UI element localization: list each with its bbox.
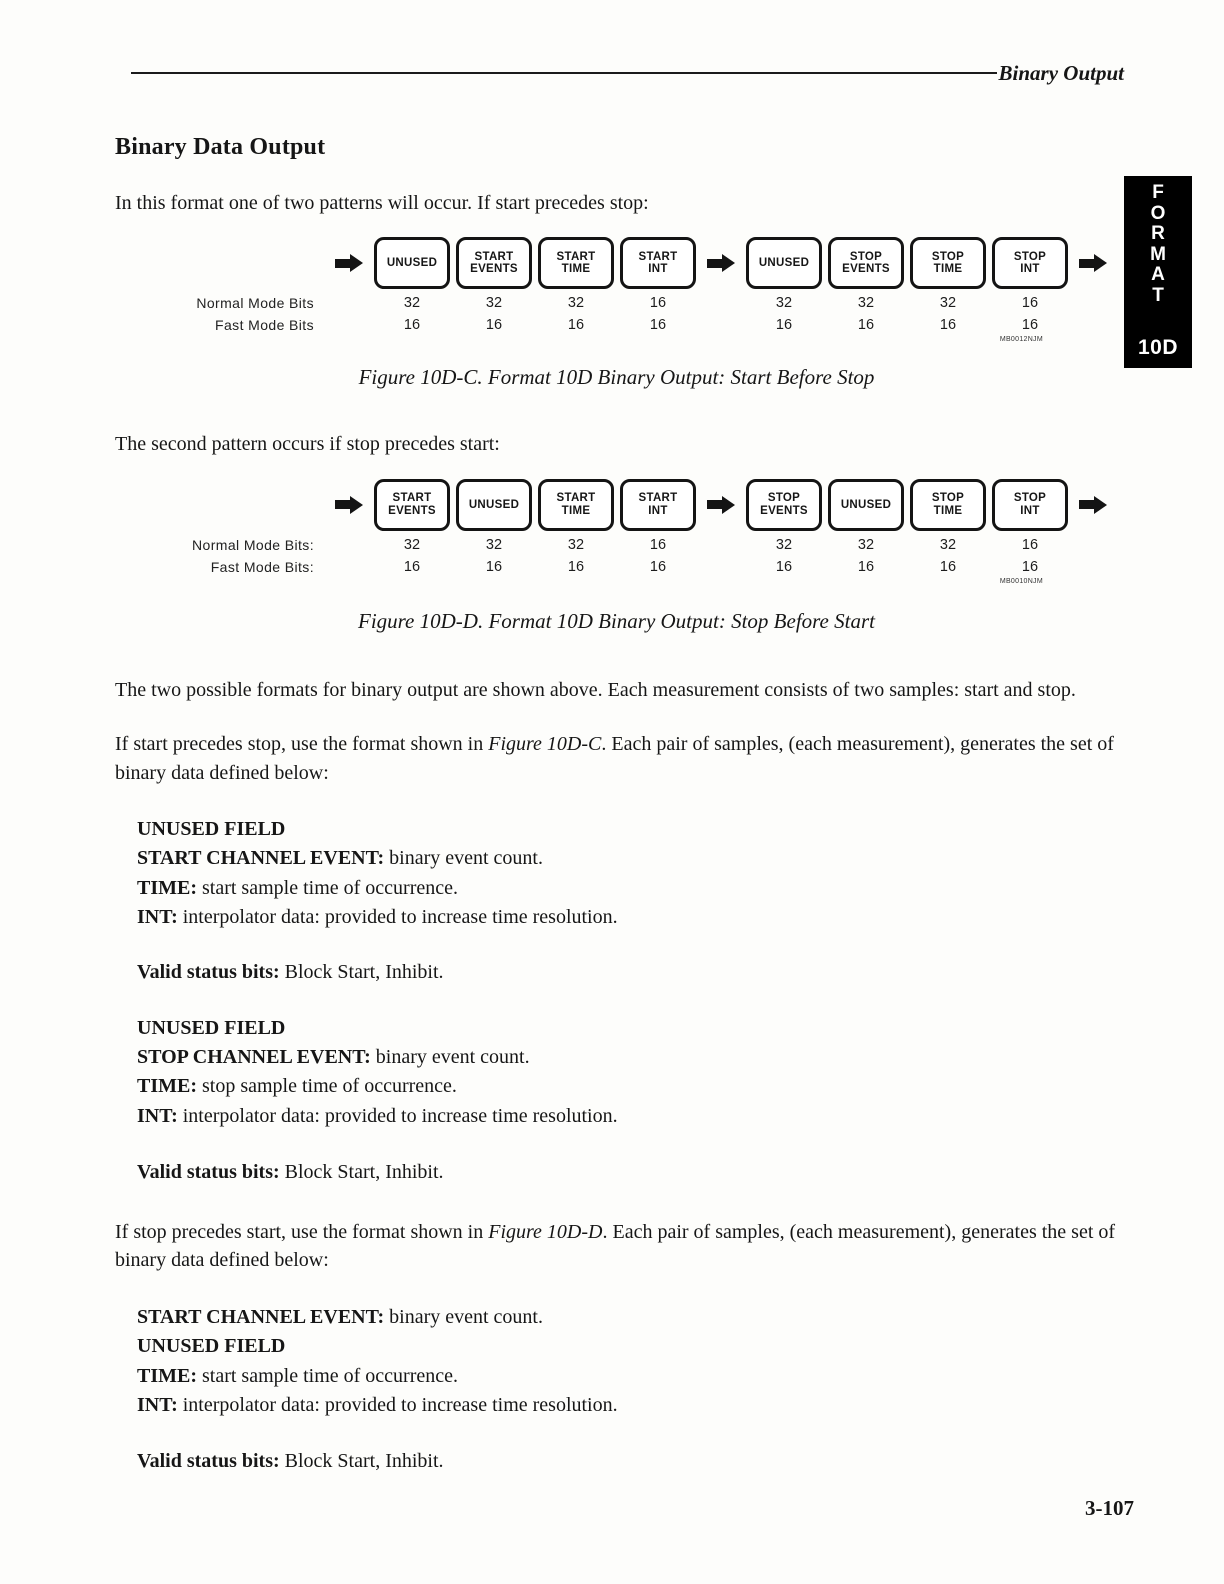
box-label: EVENTS bbox=[760, 504, 808, 517]
box-label: STOP bbox=[931, 250, 965, 263]
spacer bbox=[1071, 295, 1115, 305]
tab-letter: F bbox=[1152, 182, 1164, 203]
bits-value: 32 bbox=[403, 295, 421, 312]
box-label: EVENTS bbox=[842, 263, 890, 276]
flow-box-start-events bbox=[371, 479, 453, 531]
bits-value: 16 bbox=[567, 558, 585, 575]
box-label: TIME bbox=[933, 263, 963, 276]
box-label: START bbox=[474, 250, 514, 263]
definition-list-3 bbox=[137, 1303, 1117, 1421]
figure-reference: Figure 10D-C bbox=[488, 733, 602, 756]
list-item bbox=[137, 1362, 1117, 1391]
valid-status-bits-line bbox=[137, 1161, 1124, 1184]
valid-status-bits-line bbox=[137, 1450, 1124, 1473]
box-label: TIME bbox=[561, 263, 591, 276]
term: START CHANNEL EVENT: bbox=[137, 847, 385, 870]
box-label: EVENTS bbox=[388, 504, 436, 517]
list-item bbox=[137, 844, 1117, 873]
term: TIME: bbox=[137, 1364, 197, 1387]
list-item bbox=[137, 1102, 1117, 1131]
term: UNUSED FIELD bbox=[137, 1335, 286, 1358]
spacer bbox=[115, 258, 327, 268]
description: binary event count. bbox=[370, 1045, 530, 1068]
box-label: START bbox=[556, 492, 596, 505]
spacer bbox=[699, 537, 743, 547]
bits-value: 16 bbox=[485, 317, 503, 334]
tab-letter: M bbox=[1150, 243, 1166, 265]
description: interpolator data: provided to increase time resolution. bbox=[177, 1394, 618, 1417]
description: interpolator data: provided to increase time resolution. bbox=[177, 1104, 618, 1127]
list-item bbox=[137, 1043, 1117, 1072]
box-label: START bbox=[638, 492, 678, 505]
flow-box-stop-events bbox=[825, 237, 907, 289]
spacer bbox=[1071, 559, 1115, 569]
term: INT: bbox=[137, 906, 178, 929]
spacer bbox=[327, 317, 371, 327]
term: INT: bbox=[137, 1394, 178, 1417]
bits-value: 16 bbox=[649, 295, 667, 312]
format-10d-tab bbox=[1124, 176, 1192, 368]
tab-letter: R bbox=[1151, 223, 1165, 244]
spacer bbox=[699, 317, 743, 327]
spacer bbox=[327, 295, 371, 305]
tab-format-code: 10D bbox=[1137, 336, 1179, 359]
text-run: . Each pair of samples, (each measurement), generates the set of binary data defined below: bbox=[115, 1221, 1116, 1272]
list-item bbox=[137, 815, 1117, 844]
box-label: START bbox=[392, 492, 432, 505]
box-label: STOP bbox=[849, 250, 883, 263]
box-label: INT bbox=[1020, 263, 1040, 276]
list-item bbox=[137, 903, 1117, 932]
flow-box-unused bbox=[825, 479, 907, 531]
flow-box-start-int bbox=[617, 237, 699, 289]
bits-value: 16 bbox=[649, 536, 667, 553]
bits-value: 32 bbox=[485, 295, 503, 312]
term: Valid status bits: bbox=[137, 960, 280, 983]
description: stop sample time of occurrence. bbox=[197, 1075, 457, 1098]
bits-value: 32 bbox=[939, 536, 957, 553]
box-label: INT bbox=[648, 504, 668, 517]
start-first-paragraph bbox=[115, 730, 1120, 787]
bits-value: 32 bbox=[775, 536, 793, 553]
box-label: UNUSED bbox=[758, 257, 810, 270]
spacer bbox=[1071, 537, 1115, 547]
tab-letter: T bbox=[1152, 284, 1164, 306]
bits-value: 16 bbox=[1021, 536, 1039, 553]
box-label: STOP bbox=[1013, 250, 1047, 263]
stop-first-paragraph bbox=[115, 1218, 1120, 1275]
term: STOP CHANNEL EVENT: bbox=[137, 1045, 371, 1068]
bits-value: 16 bbox=[1021, 317, 1039, 334]
term: Valid status bits: bbox=[137, 1161, 280, 1184]
box-label: UNUSED bbox=[840, 498, 892, 511]
intro-paragraph-1: In this format one of two patterns will occur. If start precedes stop: bbox=[115, 192, 649, 214]
bits-value: 32 bbox=[775, 295, 793, 312]
list-item bbox=[137, 1332, 1117, 1361]
spacer bbox=[115, 500, 327, 510]
normal-mode-bits-label: Normal Mode Bits bbox=[196, 295, 314, 312]
bits-value: 16 bbox=[939, 317, 957, 334]
header-title: Binary Output bbox=[998, 60, 1124, 85]
formats-paragraph: The two possible formats for binary output are shown above. Each measurement consists of two samples: start and stop. bbox=[115, 678, 1076, 701]
box-label: START bbox=[556, 250, 596, 263]
flow-box-stop-events bbox=[743, 479, 825, 531]
fast-mode-bits-label: Fast Mode Bits: bbox=[210, 558, 314, 575]
bits-value: 16 bbox=[775, 558, 793, 575]
bits-value: 32 bbox=[403, 536, 421, 553]
description: Block Start, Inhibit. bbox=[279, 1161, 444, 1184]
bits-value: 16 bbox=[1021, 295, 1039, 312]
box-label: TIME bbox=[933, 504, 963, 517]
description: binary event count. bbox=[384, 847, 543, 870]
term: UNUSED FIELD bbox=[137, 817, 286, 840]
figure-10d-c-diagram bbox=[115, 237, 1124, 343]
bits-value: 16 bbox=[403, 317, 421, 334]
term: TIME: bbox=[137, 1075, 197, 1098]
list-item bbox=[137, 1072, 1117, 1101]
description: start sample time of occurrence. bbox=[197, 876, 458, 899]
figure-part-code: MB0010NJM bbox=[999, 577, 1043, 585]
bits-value: 16 bbox=[775, 317, 793, 334]
figure-10d-d-diagram bbox=[115, 479, 1124, 585]
term: INT: bbox=[137, 1104, 178, 1127]
fast-mode-bits-label: Fast Mode Bits bbox=[215, 317, 314, 334]
flow-box-stop-time bbox=[907, 237, 989, 289]
box-label: STOP bbox=[767, 492, 801, 505]
intro-paragraph-2: The second pattern occurs if stop precedes start: bbox=[115, 433, 500, 456]
box-label: INT bbox=[1020, 504, 1040, 517]
figure-10d-d-caption: Figure 10D-D. Format 10D Binary Output: Stop Before Start bbox=[358, 608, 875, 633]
flow-box-unused bbox=[371, 237, 453, 289]
flow-box-start-int bbox=[617, 479, 699, 531]
spacer bbox=[1071, 317, 1115, 327]
header-rule bbox=[131, 72, 997, 74]
list-item bbox=[137, 1391, 1117, 1420]
page-header bbox=[115, 62, 1124, 84]
term: START CHANNEL EVENT: bbox=[137, 1305, 385, 1328]
box-label: UNUSED bbox=[386, 257, 438, 270]
flow-box-stop-int bbox=[989, 479, 1071, 531]
bits-value: 32 bbox=[939, 295, 957, 312]
spacer bbox=[699, 559, 743, 569]
bits-value: 16 bbox=[485, 558, 503, 575]
box-label: START bbox=[638, 250, 678, 263]
right-arrow-icon bbox=[699, 254, 743, 272]
bits-value: 16 bbox=[649, 317, 667, 334]
box-label: TIME bbox=[561, 504, 591, 517]
right-arrow-icon bbox=[1071, 254, 1115, 272]
bits-value: 32 bbox=[857, 536, 875, 553]
tab-letter: O bbox=[1150, 202, 1166, 224]
text-run: . Each pair of samples, (each measurement), generates the set of binary data defined below: bbox=[115, 733, 1114, 784]
figure-part-code: MB0012NJM bbox=[999, 336, 1043, 344]
spacer bbox=[327, 559, 371, 569]
bits-value: 32 bbox=[485, 536, 503, 553]
right-arrow-icon bbox=[1071, 496, 1115, 514]
bits-value: 16 bbox=[939, 558, 957, 575]
description: Block Start, Inhibit. bbox=[279, 1450, 444, 1473]
box-label: UNUSED bbox=[468, 498, 520, 511]
flow-box-unused bbox=[743, 237, 825, 289]
bits-value: 32 bbox=[567, 536, 585, 553]
description: binary event count. bbox=[384, 1305, 543, 1328]
valid-status-bits-line bbox=[137, 961, 1124, 984]
flow-box-stop-time bbox=[907, 479, 989, 531]
description: interpolator data: provided to increase time resolution. bbox=[177, 906, 618, 929]
bits-value: 16 bbox=[857, 558, 875, 575]
box-label: STOP bbox=[931, 492, 965, 505]
definition-list-1 bbox=[137, 815, 1117, 933]
term: UNUSED FIELD bbox=[137, 1016, 286, 1039]
list-item bbox=[137, 1303, 1117, 1332]
bits-value: 16 bbox=[649, 558, 667, 575]
description: Block Start, Inhibit. bbox=[279, 960, 444, 983]
bits-value: 16 bbox=[1021, 558, 1039, 575]
box-label: INT bbox=[648, 263, 668, 276]
list-item bbox=[137, 874, 1117, 903]
text-run: If stop precedes start, use the format shown in bbox=[115, 1221, 489, 1244]
text-run: If start precedes stop, use the format shown in bbox=[115, 733, 489, 756]
definition-list-2 bbox=[137, 1014, 1117, 1132]
spacer bbox=[699, 295, 743, 305]
flow-box-start-time bbox=[535, 479, 617, 531]
figure-reference: Figure 10D-D bbox=[488, 1221, 603, 1244]
flow-box-stop-int bbox=[989, 237, 1071, 289]
term: TIME: bbox=[137, 876, 197, 899]
right-arrow-icon bbox=[327, 254, 371, 272]
list-item bbox=[137, 1014, 1117, 1043]
term: Valid status bits: bbox=[137, 1450, 280, 1473]
spacer bbox=[327, 537, 371, 547]
normal-mode-bits-label: Normal Mode Bits: bbox=[192, 536, 314, 553]
bits-value: 16 bbox=[567, 317, 585, 334]
box-label: EVENTS bbox=[470, 263, 518, 276]
box-label: STOP bbox=[1013, 492, 1047, 505]
bits-value: 16 bbox=[857, 317, 875, 334]
bits-value: 32 bbox=[857, 295, 875, 312]
flow-box-start-events bbox=[453, 237, 535, 289]
bits-value: 16 bbox=[403, 558, 421, 575]
flow-box-unused bbox=[453, 479, 535, 531]
right-arrow-icon bbox=[699, 496, 743, 514]
bits-value: 32 bbox=[567, 295, 585, 312]
description: start sample time of occurrence. bbox=[197, 1364, 458, 1387]
section-heading: Binary Data Output bbox=[115, 134, 326, 160]
figure-10d-c-caption: Figure 10D-C. Format 10D Binary Output: Start Before Stop bbox=[358, 365, 875, 390]
right-arrow-icon bbox=[327, 496, 371, 514]
tab-letter: A bbox=[1151, 264, 1165, 285]
flow-box-start-time bbox=[535, 237, 617, 289]
page-number: 3-107 bbox=[1085, 1496, 1134, 1520]
